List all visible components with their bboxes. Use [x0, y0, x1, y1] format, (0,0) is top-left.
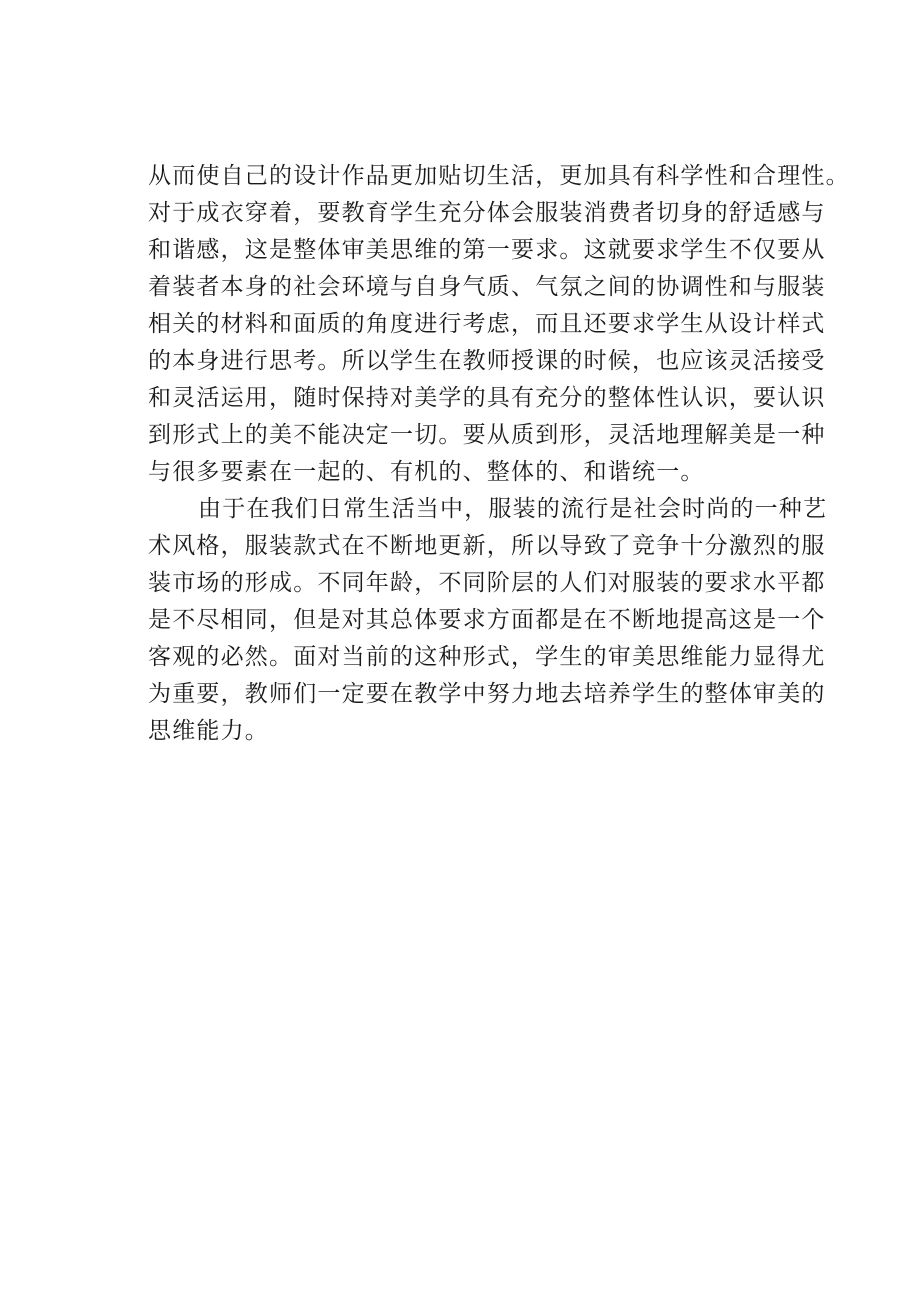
paragraph-2 — [148, 491, 828, 750]
text-line: 装市场的形成。不同年龄，不同阶层的人们对服装的要求水平都 — [148, 570, 826, 596]
text-line: 客观的必然。面对当前的这种形式，学生的审美思维能力显得尤 — [148, 644, 826, 670]
text-line: 是不尽相同，但是对其总体要求方面都是在不断地提高这是一个 — [148, 607, 826, 633]
text-line: 为重要，教师们一定要在教学中努力地去培养学生的整体审美的 — [148, 681, 826, 707]
text-line: 和谐感，这是整体审美思维的第一要求。这就要求学生不仅要从 — [148, 237, 826, 263]
text-line: 与很多要素在一起的、有机的、整体的、和谐统一。 — [148, 459, 705, 485]
text-line: 从而使自己的设计作品更加贴切生活，更加具有科学性和合理性。 — [148, 163, 850, 189]
text-line: 术风格，服装款式在不断地更新，所以导致了竞争十分激烈的服 — [148, 533, 826, 559]
text-line: 着装者本身的社会环境与自身气质、气氛之间的协调性和与服装 — [148, 274, 826, 300]
text-line: 相关的材料和面质的角度进行考虑，而且还要求学生从设计样式 — [148, 311, 826, 337]
text-line: 由于在我们日常生活当中，服装的流行是社会时尚的一种艺 — [198, 496, 828, 522]
text-line: 的本身进行思考。所以学生在教师授课的时候，也应该灵活接受 — [148, 348, 826, 374]
text-line: 思维能力。 — [148, 718, 269, 744]
document-body — [148, 158, 850, 750]
paragraph-1 — [148, 158, 850, 491]
text-line: 和灵活运用，随时保持对美学的具有充分的整体性认识，要认识 — [148, 385, 826, 411]
text-line: 到形式上的美不能决定一切。要从质到形，灵活地理解美是一种 — [148, 422, 826, 448]
text-line: 对于成衣穿着，要教育学生充分体会服装消费者切身的舒适感与 — [148, 200, 826, 226]
